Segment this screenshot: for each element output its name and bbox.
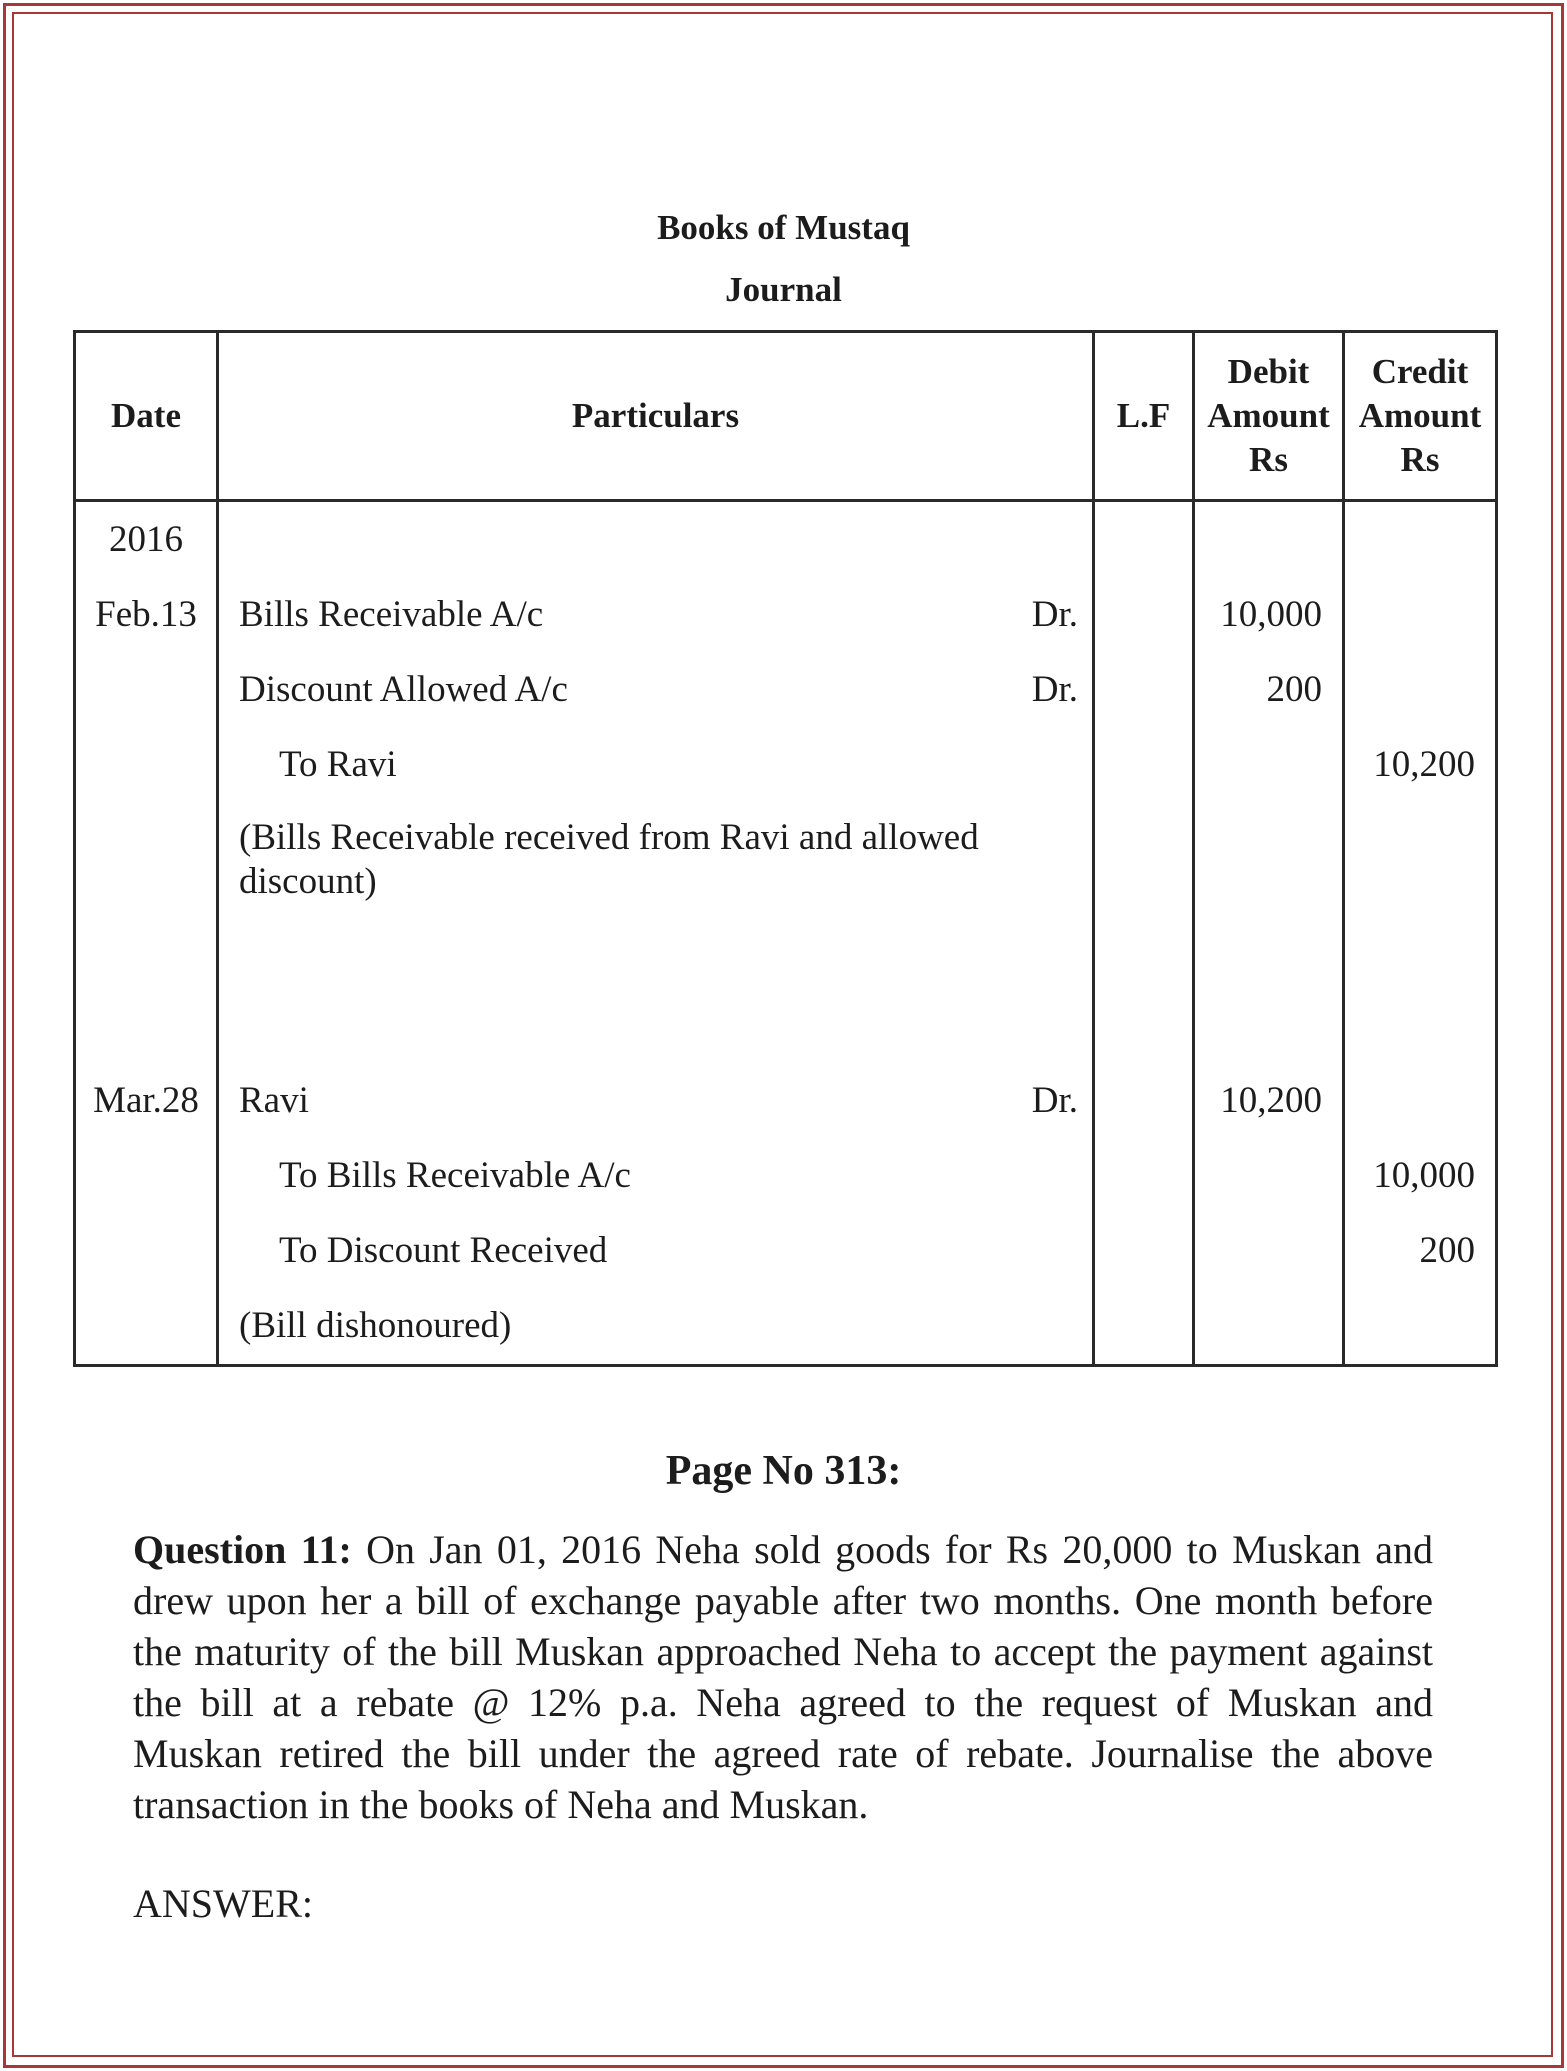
dr-marker: Dr. [1031, 669, 1078, 710]
table-row [75, 577, 1497, 652]
answer-label: ANSWER: [133, 1881, 313, 1926]
narration: (Bill dishonoured) [218, 1288, 1094, 1363]
particulars-cell [218, 1063, 1094, 1138]
table-row [75, 652, 1497, 727]
account-name: To Ravi [218, 727, 1094, 802]
table-row [75, 1213, 1497, 1288]
account-name: Bills Receivable A/c [239, 594, 544, 635]
debit-amount: 10,200 [1194, 1063, 1344, 1138]
particulars-cell [218, 652, 1094, 727]
debit-header-line2: Amount [1207, 396, 1330, 435]
credit-header-line3: Rs [1400, 440, 1440, 479]
table-row [75, 501, 1497, 578]
book-title: Books of Mustaq [657, 208, 910, 247]
account-name: Ravi [239, 1079, 309, 1121]
question-text: On Jan 01, 2016 Neha sold goods for Rs 20,000 to Muskan and drew upon her a bill of exchange payable after two months. One month before the maturity of the bill Muskan approached Neha to accept the payment against the bill at a rebate @ 12% p.a. Neha agreed to the request of Muskan and Muskan retired the bill under the agreed rate of rebate. Journalise the above transaction in the books of Neha and Muskan. [133, 1527, 1433, 1827]
narration: (Bills Receivable received from Ravi and allowed discount) [218, 802, 1094, 1003]
credit-amount: 10,200 [1344, 727, 1497, 802]
debit-header-line1: Debit [1227, 352, 1310, 391]
table-row [75, 802, 1497, 1003]
table-row [75, 1288, 1497, 1363]
column-header-lf: L.F [1094, 332, 1194, 501]
date-cell: Mar.28 [75, 1063, 218, 1138]
credit-header-line2: Amount [1358, 396, 1482, 435]
table-row [75, 1063, 1497, 1138]
credit-amount: 10,000 [1344, 1138, 1497, 1213]
column-header-credit [1344, 332, 1497, 501]
account-name: To Bills Receivable A/c [218, 1138, 1094, 1213]
column-header-particulars: Particulars [218, 332, 1094, 501]
account-name: Discount Allowed A/c [239, 669, 568, 710]
journal-table [73, 330, 1498, 1367]
table-row-filler [75, 1363, 1497, 1366]
account-name: To Discount Received [218, 1213, 1094, 1288]
dr-marker: Dr. [1031, 594, 1078, 635]
debit-amount: 10,000 [1194, 577, 1344, 652]
debit-header-line3: Rs [1249, 440, 1288, 479]
column-header-debit [1194, 332, 1344, 501]
dr-marker: Dr. [1031, 1079, 1078, 1121]
table-row [75, 1138, 1497, 1213]
question-paragraph [133, 1524, 1433, 1830]
journal-title: Journal [725, 270, 842, 309]
debit-amount: 200 [1194, 652, 1344, 727]
journal-header-row [75, 332, 1497, 501]
date-cell: Feb.13 [75, 577, 218, 652]
credit-amount: 200 [1344, 1213, 1497, 1288]
column-header-date: Date [75, 332, 218, 501]
page-number-heading: Page No 313: [665, 1448, 902, 1494]
table-row [75, 727, 1497, 802]
particulars-cell [218, 577, 1094, 652]
question-label: Question 11: [133, 1527, 352, 1572]
table-row-spacer [75, 1003, 1497, 1063]
credit-header-line1: Credit [1371, 352, 1469, 391]
year-cell: 2016 [75, 501, 218, 578]
